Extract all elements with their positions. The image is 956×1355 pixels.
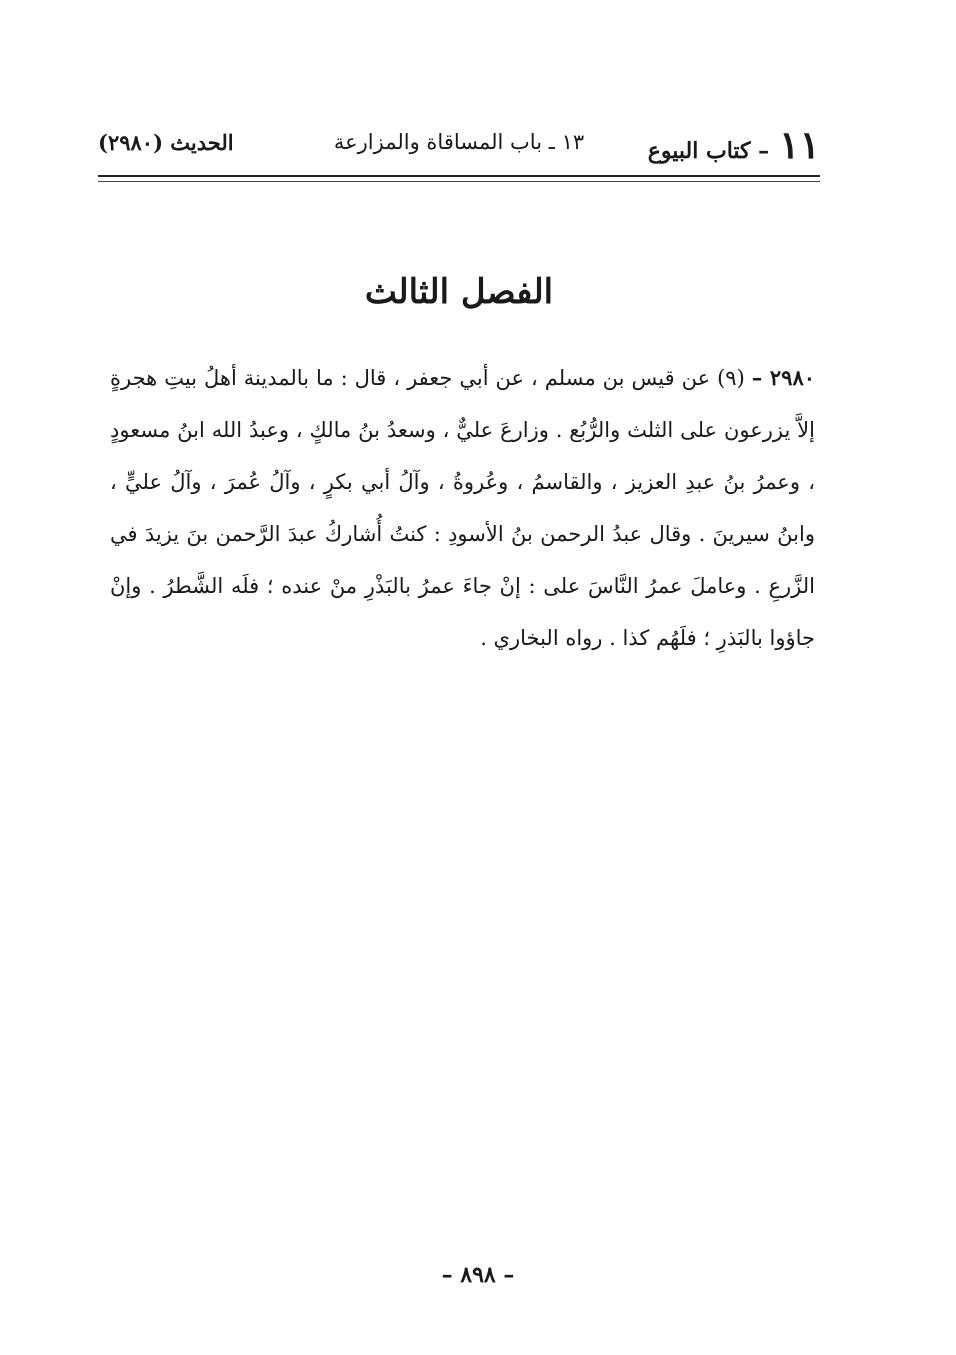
header-rule xyxy=(98,175,820,177)
header-rule-thin xyxy=(98,181,820,182)
chapter-number: ١١ xyxy=(779,122,820,167)
running-header xyxy=(98,120,820,168)
section-title-header: ١٣ ـ باب المساقاة والمزارعة xyxy=(333,130,585,154)
chapter-section-title: الفصل الثالث xyxy=(364,272,554,312)
hadith-number: ٢٩٨٠ – xyxy=(751,365,816,390)
book-title: – كتاب البيوع xyxy=(647,138,770,164)
hadith-text: (٩) عن قيس بن مسلم ، عن أبي جعفر ، قال : ما بالمدينة أهلُ بيتِ هجرةٍ إلاَّ يزرعون على الثلث والرُّبُع . وزارعَ عليٌّ ، وسعدُ بنُ مالكٍ ، وعبدُ الله ابنُ مسعودٍ ، وعمرُ بنُ عبدِ العزيز ، والقاسمُ ، وعُروةُ ، وآلُ أبي بكرٍ ، وآلُ عُمرَ ، وآلُ عليٍّ ، وابنُ سيرينَ . وقال عبدُ الرحمن بنُ الأسودِ : كنتُ أُشاركُ عبدَ الرَّحمن بنَ يزيدَ في الزَّرعِ . وعاملَ عمرُ النَّاسَ على : إنْ جاءَ عمرُ بالبَذْرِ منْ عنده ؛ فلَه الشَّطرُ . وإنْ جاؤوا بالبَذرِ ؛ فلَهُم كذا . رواه البخاري . xyxy=(110,366,815,650)
hadith-body xyxy=(110,352,815,664)
page-number: – ٨٩٨ – xyxy=(441,1262,515,1288)
hadith-reference: الحديث (٢٩٨٠) xyxy=(98,130,234,155)
